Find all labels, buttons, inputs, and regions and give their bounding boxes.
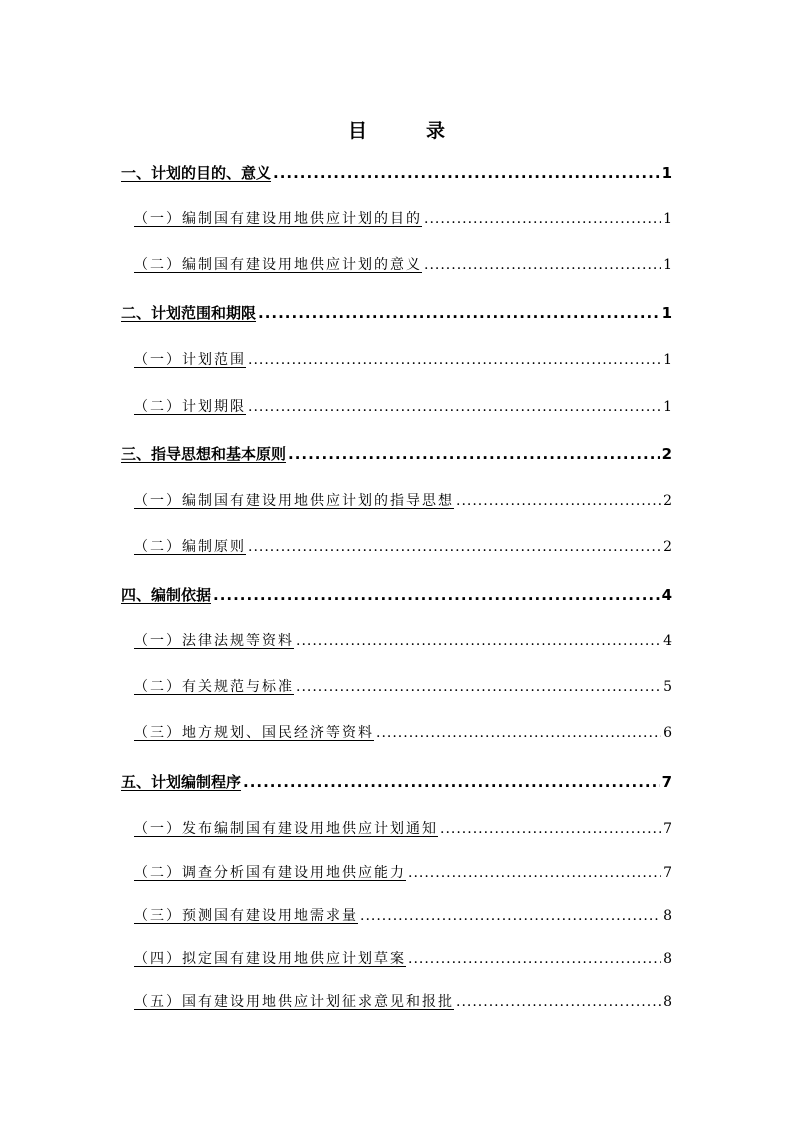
toc-entry-text[interactable]: （二）计划期限	[134, 399, 246, 415]
toc-page-number: 6	[663, 725, 672, 741]
toc-page-number: 4	[661, 586, 672, 604]
toc-entry-text[interactable]: 二、计划范围和期限	[121, 304, 257, 322]
toc-entry-text[interactable]: （二）调查分析国有建设用地供应能力	[134, 865, 406, 881]
toc-page-number: 2	[663, 539, 672, 555]
toc-page-number: 1	[661, 164, 672, 182]
toc-entry-text[interactable]: （二）编制原则	[134, 539, 246, 555]
toc-page-number: 1	[663, 211, 672, 227]
toc-entry-text[interactable]: （一）发布编制国有建设用地供应计划通知	[134, 821, 438, 837]
toc-leader-dots	[288, 445, 660, 463]
toc-leader-dots	[376, 725, 661, 741]
toc-page-number: 8	[663, 994, 672, 1010]
toc-page-number: 7	[663, 821, 672, 837]
toc-section-2[interactable]	[121, 302, 672, 323]
toc-subsection[interactable]	[121, 490, 672, 510]
toc-leader-dots	[456, 493, 661, 509]
toc-entry-text[interactable]: （五）国有建设用地供应计划征求意见和报批	[134, 994, 454, 1010]
toc-entry-text[interactable]: 四、编制依据	[121, 586, 212, 604]
toc-section-1[interactable]	[121, 162, 672, 183]
toc-leader-dots	[213, 586, 660, 604]
toc-entry-text[interactable]: （二）编制国有建设用地供应计划的意义	[134, 257, 422, 273]
toc-leader-dots	[243, 773, 660, 791]
toc-page-number: 1	[663, 399, 672, 415]
toc-entry-text[interactable]: 一、计划的目的、意义	[121, 164, 272, 182]
toc-section-5[interactable]	[121, 771, 672, 792]
toc-subsection[interactable]	[121, 862, 672, 882]
toc-entry-text[interactable]: （三）地方规划、国民经济等资料	[134, 725, 374, 741]
toc-leader-dots	[424, 257, 661, 273]
toc-leader-dots	[258, 304, 660, 322]
toc-section-3[interactable]	[121, 443, 672, 464]
toc-leader-dots	[248, 539, 661, 555]
toc-leader-dots	[408, 865, 661, 881]
toc-title: 目 录	[347, 120, 465, 142]
toc-leader-dots	[456, 994, 661, 1010]
toc-page-number: 1	[663, 257, 672, 273]
toc-subsection[interactable]	[121, 630, 672, 650]
toc-page-number: 1	[663, 352, 672, 368]
toc-entry-text[interactable]: （四）拟定国有建设用地供应计划草案	[134, 951, 406, 967]
toc-subsection[interactable]	[121, 905, 672, 925]
toc-page-number: 8	[663, 908, 672, 924]
toc-subsection[interactable]	[121, 818, 672, 838]
toc-subsection[interactable]	[121, 722, 672, 742]
toc-page-number: 1	[661, 304, 672, 322]
toc-subsection[interactable]	[121, 396, 672, 416]
toc-entry-text[interactable]: （一）法律法规等资料	[134, 633, 294, 649]
toc-entry-text[interactable]: （一）计划范围	[134, 352, 246, 368]
toc-subsection[interactable]	[121, 536, 672, 556]
toc-page-number: 8	[663, 951, 672, 967]
toc-entry-text[interactable]: （一）编制国有建设用地供应计划的目的	[134, 211, 422, 227]
toc-leader-dots	[296, 679, 661, 695]
toc-leader-dots	[408, 951, 661, 967]
toc-entry-text[interactable]: 三、指导思想和基本原则	[121, 445, 287, 463]
toc-page-number: 2	[663, 493, 672, 509]
toc-subsection[interactable]	[121, 254, 672, 274]
toc-entry-text[interactable]: （二）有关规范与标准	[134, 679, 294, 695]
toc-page-number: 5	[663, 679, 672, 695]
toc-subsection[interactable]	[121, 991, 672, 1011]
toc-page-number: 7	[663, 865, 672, 881]
toc-entry-text[interactable]: （三）预测国有建设用地需求量	[134, 908, 358, 924]
toc-leader-dots	[424, 211, 661, 227]
toc-subsection[interactable]	[121, 676, 672, 696]
toc-page-number: 4	[663, 633, 672, 649]
toc-leader-dots	[273, 164, 660, 182]
toc-leader-dots	[248, 352, 661, 368]
toc-leader-dots	[440, 821, 661, 837]
toc-entry-text[interactable]: 五、计划编制程序	[121, 773, 242, 791]
toc-page-number: 7	[661, 773, 672, 791]
toc-section-4[interactable]	[121, 584, 672, 605]
toc-leader-dots	[296, 633, 661, 649]
toc-leader-dots	[248, 399, 661, 415]
toc-subsection[interactable]	[121, 948, 672, 968]
toc-leader-dots	[360, 908, 661, 924]
toc-page-number: 2	[661, 445, 672, 463]
toc-subsection[interactable]	[121, 349, 672, 369]
toc-subsection[interactable]	[121, 208, 672, 228]
toc-entry-text[interactable]: （一）编制国有建设用地供应计划的指导思想	[134, 493, 454, 509]
